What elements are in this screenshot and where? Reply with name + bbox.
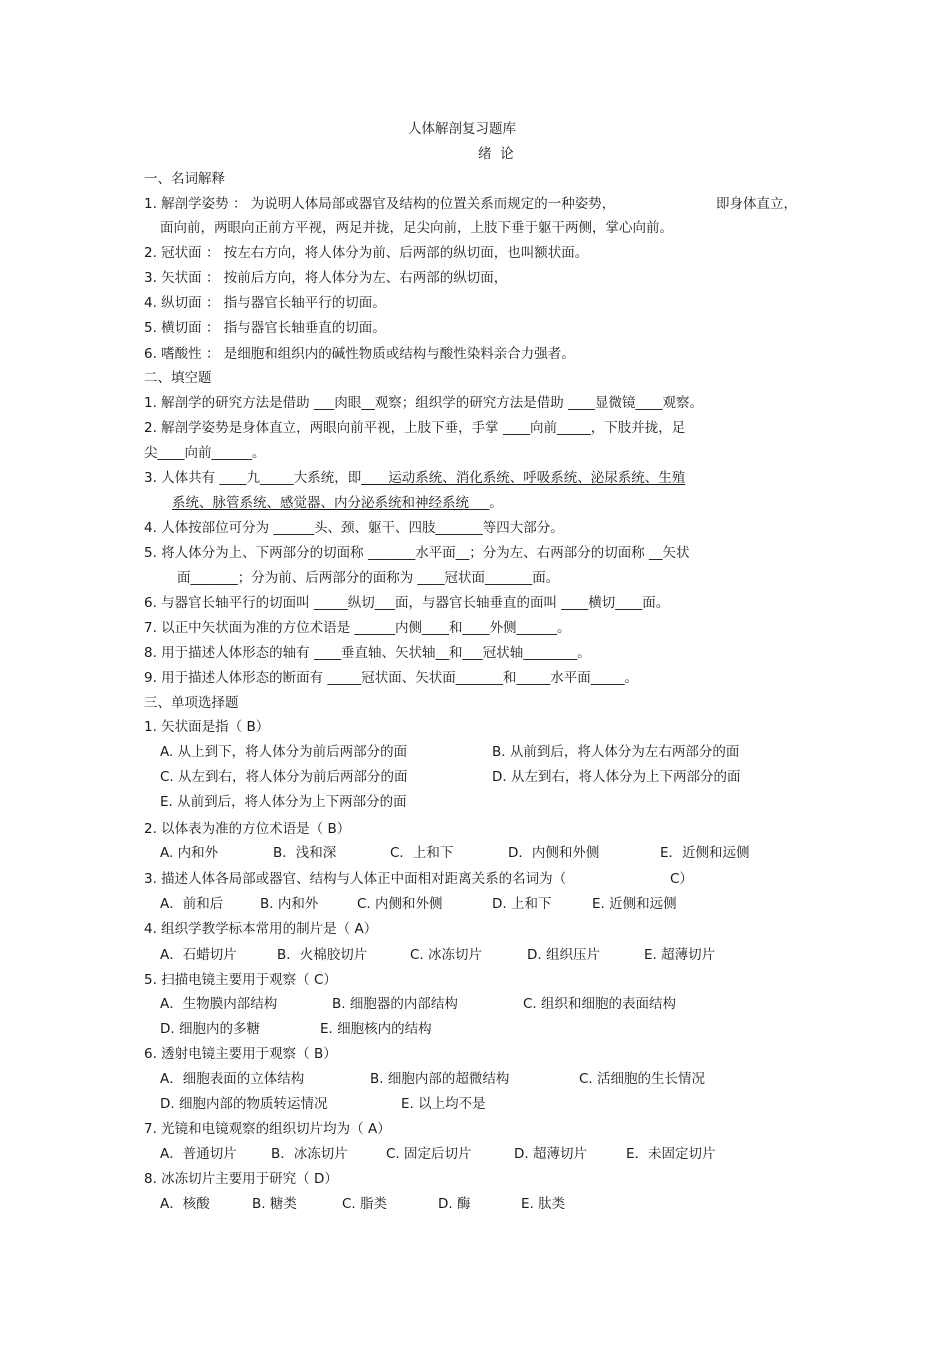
option: A．普通切片: [160, 1146, 237, 1162]
doc-title: 人体解剖复习题库: [408, 121, 516, 137]
term-line: 即身体直立，: [716, 196, 797, 212]
option: D. 细胞内的多糖: [160, 1021, 260, 1037]
doc-subtitle: 绪 论: [478, 146, 514, 162]
term-line: 1. 解剖学姿势 ： 为说明人体局部或器官及结构的位置关系而规定的一种姿势，: [144, 196, 616, 212]
question-stem: 6. 透射电镜主要用于观察（ B）: [144, 1046, 337, 1062]
option: C. 冰冻切片: [410, 947, 483, 963]
option: E. 近侧和远侧: [592, 896, 677, 912]
option: E. 肽类: [521, 1196, 566, 1212]
option: B．火棉胶切片: [277, 947, 368, 963]
option: B．冰冻切片: [271, 1146, 348, 1162]
option: D. 酶: [438, 1196, 471, 1212]
section-heading: 一、名词解释: [144, 171, 225, 187]
term-line: 6. 嗜酸性 ： 是细胞和组织内的碱性物质或结构与酸性染料亲合力强者。: [144, 346, 575, 362]
option: C. 固定后切片: [386, 1146, 472, 1162]
option: A. 内和外: [160, 845, 219, 861]
fill-line: 面_______；分为前、后两部分的面称为 ____冠状面_______面。: [177, 570, 560, 586]
fill-line: 3. 人体共有 ____九_____大系统，即____运动系统、消化系统、呼吸系统、泌尿系统、生殖: [144, 470, 686, 486]
option: C. 组织和细胞的表面结构: [523, 996, 677, 1012]
option: B．浅和深: [273, 845, 337, 861]
fill-line: 9. 用于描述人体形态的断面有 _____冠状面、矢状面_______和_____水平面_____。: [144, 670, 638, 686]
option: A．前和后: [160, 896, 224, 912]
question-stem: 5. 扫描电镜主要用于观察（ C）: [144, 972, 337, 988]
option: A．石蜡切片: [160, 947, 237, 963]
fill-line: 4. 人体按部位可分为 ______头、颈、躯干、四肢_______等四大部分。: [144, 520, 564, 536]
option: B. 细胞内部的超微结构: [370, 1071, 510, 1087]
option: E. 超薄切片: [644, 947, 716, 963]
option: D. 细胞内部的物质转运情况: [160, 1096, 328, 1112]
question-stem: 1. 矢状面是指（ B）: [144, 719, 270, 735]
fill-line: 7. 以正中矢状面为准的方位术语是 ______内侧____和____外侧______。: [144, 620, 571, 636]
option: E．未固定切片: [626, 1146, 716, 1162]
option: B. 细胞器的内部结构: [332, 996, 458, 1012]
question-stem: 7. 光镜和电镜观察的组织切片均为（ A）: [144, 1121, 391, 1137]
option: A．细胞表面的立体结构: [160, 1071, 305, 1087]
term-line: 5. 横切面 ： 指与器官长轴垂直的切面。: [144, 320, 386, 336]
option: E．近侧和远侧: [660, 845, 750, 861]
option: E. 从前到后，将人体分为上下两部分的面: [160, 794, 407, 810]
term-line: 3. 矢状面 ： 按前后方向，将人体分为左、右两部的纵切面，: [144, 270, 508, 286]
fill-line: 1. 解剖学的研究方法是借助 ___肉眼__观察；组织学的研究方法是借助 ____显微镜____观察。: [144, 395, 704, 411]
option: E. 细胞核内的结构: [320, 1021, 432, 1037]
question-stem: 2. 以体表为准的方位术语是（ B）: [144, 821, 351, 837]
option: D. 组织压片: [527, 947, 600, 963]
fill-line: 8. 用于描述人体形态的轴有 ____垂直轴、矢状轴__和___冠状轴________。: [144, 645, 591, 661]
term-line: 2. 冠状面 ： 按左右方向，将人体分为前、后两部的纵切面，也叫额状面。: [144, 245, 589, 261]
option: A．生物膜内部结构: [160, 996, 278, 1012]
question-stem: 4. 组织学教学标本常用的制片是（ A）: [144, 921, 378, 937]
fill-line: 2. 解剖学姿势是身体直立，两眼向前平视，上肢下垂，手掌 ____向前_____，下肢并拢，足: [144, 420, 686, 436]
option: D. 上和下: [492, 896, 552, 912]
question-stem: 3. 描述人体各局部或器官、结构与人体正中面相对距离关系的名词为（: [144, 871, 567, 887]
answer-mark: C）: [670, 871, 693, 887]
option: B. 内和外: [260, 896, 319, 912]
option: C．上和下: [390, 845, 454, 861]
option: D．内侧和外侧: [508, 845, 600, 861]
option: D. 超薄切片: [514, 1146, 587, 1162]
term-line: 4. 纵切面 ： 指与器官长轴平行的切面。: [144, 295, 386, 311]
term-line: 面向前，两眼向正前方平视，两足并拢，足尖向前，上肢下垂于躯干两侧，掌心向前。: [160, 220, 673, 236]
option: B. 糖类: [252, 1196, 297, 1212]
fill-line: 尖____向前______。: [144, 445, 266, 461]
option: C. 内侧和外侧: [357, 896, 443, 912]
fill-line: 5. 将人体分为上、下两部分的切面称 _______水平面__；分为左、右两部分的切面称 __矢状: [144, 545, 690, 561]
option: D. 从左到右，将人体分为上下两部分的面: [492, 769, 741, 785]
option: A. 从上到下，将人体分为前后两部分的面: [160, 744, 408, 760]
question-stem: 8. 冰冻切片主要用于研究（ D）: [144, 1171, 338, 1187]
section-heading: 二、填空题: [144, 370, 212, 386]
fill-line: 6. 与器官长轴平行的切面叫 _____纵切___面，与器官长轴垂直的面叫 ____横切____面。: [144, 595, 670, 611]
option: B. 从前到后，将人体分为左右两部分的面: [492, 744, 740, 760]
option: C. 从左到右，将人体分为前后两部分的面: [160, 769, 408, 785]
option: C. 脂类: [342, 1196, 388, 1212]
section-heading: 三、单项选择题: [144, 695, 239, 711]
option: A．核酸: [160, 1196, 210, 1212]
fill-line: 系统、脉管系统、感觉器、内分泌系统和神经系统___。: [172, 495, 503, 511]
option: C. 活细胞的生长情况: [579, 1071, 706, 1087]
option: E. 以上均不是: [401, 1096, 486, 1112]
